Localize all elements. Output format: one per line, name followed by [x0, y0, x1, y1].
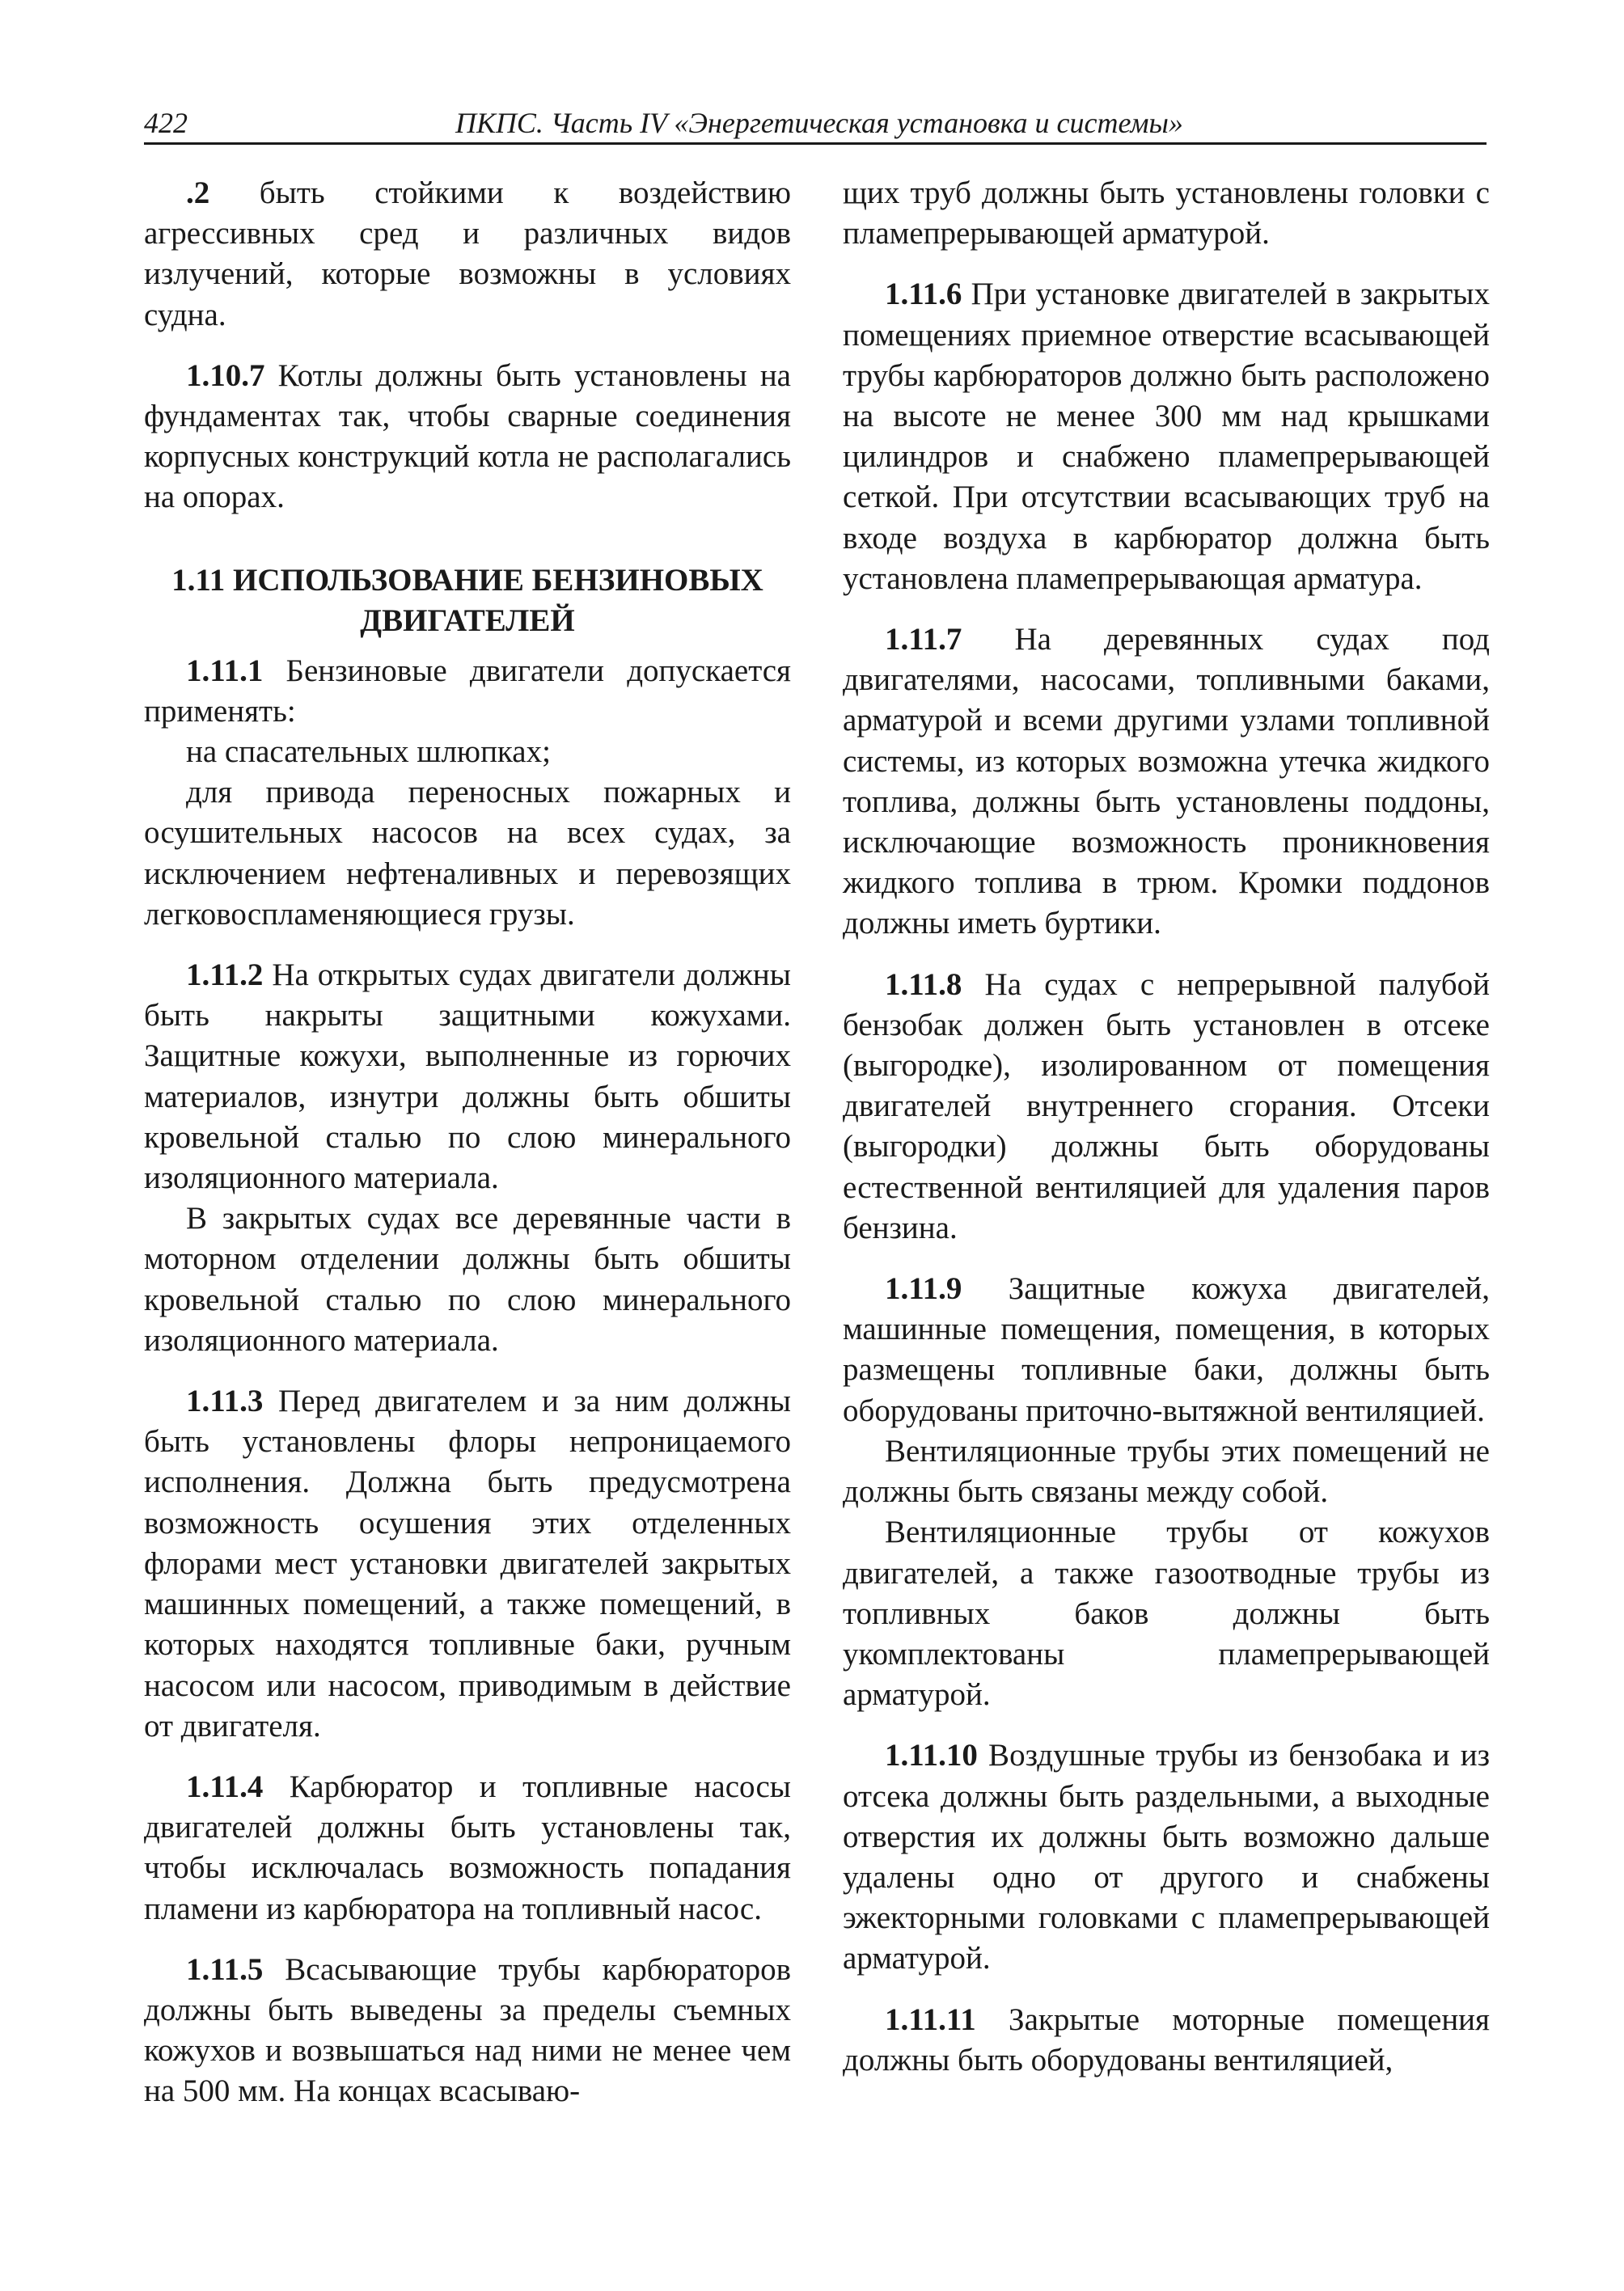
paragraph-text: На судах с непрерывной палубой бензобак должен быть установлен в отсеке (выгородке), изолированном от помещения двигателей внутреннего сгорания. Отсеки (выгородки) должны быть оборудованы естественной вентиляцией для удаления паров бензина.	[843, 966, 1490, 1245]
clause-number: 1.11.5	[186, 1951, 264, 1987]
clause-number: 1.11.7	[885, 622, 962, 657]
paragraph	[843, 1735, 1490, 1979]
section-heading: 1.11 ИСПОЛЬЗОВАНИЕ БЕНЗИНОВЫХ ДВИГАТЕЛЕЙ	[171, 562, 763, 638]
clause-number: 1.11.3	[186, 1384, 264, 1419]
paragraph-text: Всасывающие трубы карбюраторов должны быть выведены за пределы съемных кожухов и возвышаться над ними не менее чем на 500 мм. На концах всасываю-	[144, 1951, 791, 2109]
paragraph-text: Перед двигателем и за ним должны быть установлены флоры непроницаемого исполнения. Должна быть предусмотрена возможность осушения этих отделенных флорами мест установки двигателей закрытых машинных помещений, а также помещений, в которых находятся топливные баки, ручным насосом или насосом, приводимым в действие от двигателя.	[144, 1384, 791, 1744]
paragraph	[144, 1767, 791, 1930]
page-number: 422	[144, 107, 188, 139]
paragraph	[144, 173, 791, 336]
running-title: ПКПС. Часть IV «Энергетическая установка и системы»	[455, 107, 1183, 139]
paragraph	[843, 274, 1490, 599]
paragraph-continuation: Вентиляционные трубы от кожухов двигателей, а также газоотводные трубы из топливных баков должны быть укомплектованы пламепрерывающей арматурой.	[843, 1515, 1490, 1713]
clause-number: 1.11.4	[186, 1769, 264, 1804]
clause-number: 1.11.6	[885, 277, 962, 312]
left-column	[144, 173, 791, 2112]
list-item: для привода переносных пожарных и осушительных насосов на всех судах, за исключением нефтеналивных и перевозящих легковоспламеняющиеся грузы.	[144, 775, 791, 932]
page-header	[144, 104, 1487, 145]
paragraph	[843, 965, 1490, 1249]
paragraph-continuation: В закрытых судах все деревянные части в моторном отделении должны быть обшиты кровельной сталью по слою минерального изоляционного материала.	[144, 1201, 791, 1358]
list-item: на спасательных шлюпках;	[186, 734, 551, 770]
paragraph	[144, 1381, 791, 1747]
paragraph-text: Котлы должны быть установлены на фундаментах так, чтобы сварные соединения корпусных конструкций котла не располагались на опорах.	[144, 357, 791, 515]
clause-number: .2	[186, 175, 210, 210]
clause-number: 1.11.2	[186, 957, 264, 993]
paragraph	[843, 2000, 1490, 2081]
paragraph-text: На деревянных судах под двигателями, насосами, топливными баками, арматурой и всеми другими узлами топливной системы, из которых возможна утечка жидкого топлива, должны быть установлены поддоны, исключающие возможность проникновения жидкого топлива в трюм. Кромки поддонов должны иметь буртики.	[843, 622, 1490, 941]
paragraph-continuation: Вентиляционные трубы этих помещений не должны быть связаны между собой.	[843, 1433, 1490, 1510]
paragraph-text: На открытых судах двигатели должны быть накрыты защитными кожухами. Защитные кожухи, выполненные из горючих материалов, изнутри должны быть обшиты кровельной сталью по слою минерального изоляционного материала.	[144, 957, 791, 1196]
paragraph	[144, 651, 791, 732]
paragraph-text: Карбюратор и топливные насосы двигателей должны быть установлены так, чтобы исключалась возможность попадания пламени из карбюратора на топливный насос.	[144, 1769, 791, 1926]
clause-number: 1.11.10	[885, 1738, 978, 1773]
paragraph-text: Закрытые моторные помещения должны быть оборудованы вентиляцией,	[843, 2001, 1490, 2078]
clause-number: 1.10.7	[186, 357, 265, 393]
paragraph	[843, 619, 1490, 945]
paragraph-text: Воздушные трубы из бензобака и из отсека должны быть раздельными, а выходные отверстия их должны быть возможно дальше удалены одно от другого и снабжены эжекторными головками с пламепрерывающей арматурой.	[843, 1738, 1490, 1976]
paragraph	[144, 955, 791, 1198]
clause-number: 1.11.11	[885, 2001, 976, 2037]
paragraph-text: быть стойкими к воздействию агрессивных сред и различных видов излучений, которые возможны в условиях судна.	[144, 175, 791, 332]
paragraph	[144, 1950, 791, 2112]
paragraph-text: При установке двигателей в закрытых помещениях приемное отверстие всасывающей трубы карбюраторов должно быть расположено на высоте не менее 300 мм над крышками цилиндров и снабжено пламепрерывающей сеткой. При отсутствии всасывающих труб на входе воздуха в карбюратор должна быть установлена пламепрерывающая арматура.	[843, 277, 1490, 596]
paragraph-text: Защитные кожуха двигателей, машинные помещения, помещения, в которых размещены топливные баки, должны быть оборудованы приточно-вытяжной вентиляцией.	[843, 1271, 1490, 1428]
paragraph-continuation: щих труб должны быть установлены головки с пламепрерывающей арматурой.	[843, 175, 1490, 252]
paragraph-text: Бензиновые двигатели допускается применять:	[144, 653, 791, 729]
right-column	[843, 173, 1490, 2081]
clause-number: 1.11.9	[885, 1271, 962, 1307]
paragraph	[843, 1269, 1490, 1431]
clause-number: 1.11.8	[885, 966, 962, 1002]
paragraph	[144, 356, 791, 518]
clause-number: 1.11.1	[186, 653, 264, 688]
